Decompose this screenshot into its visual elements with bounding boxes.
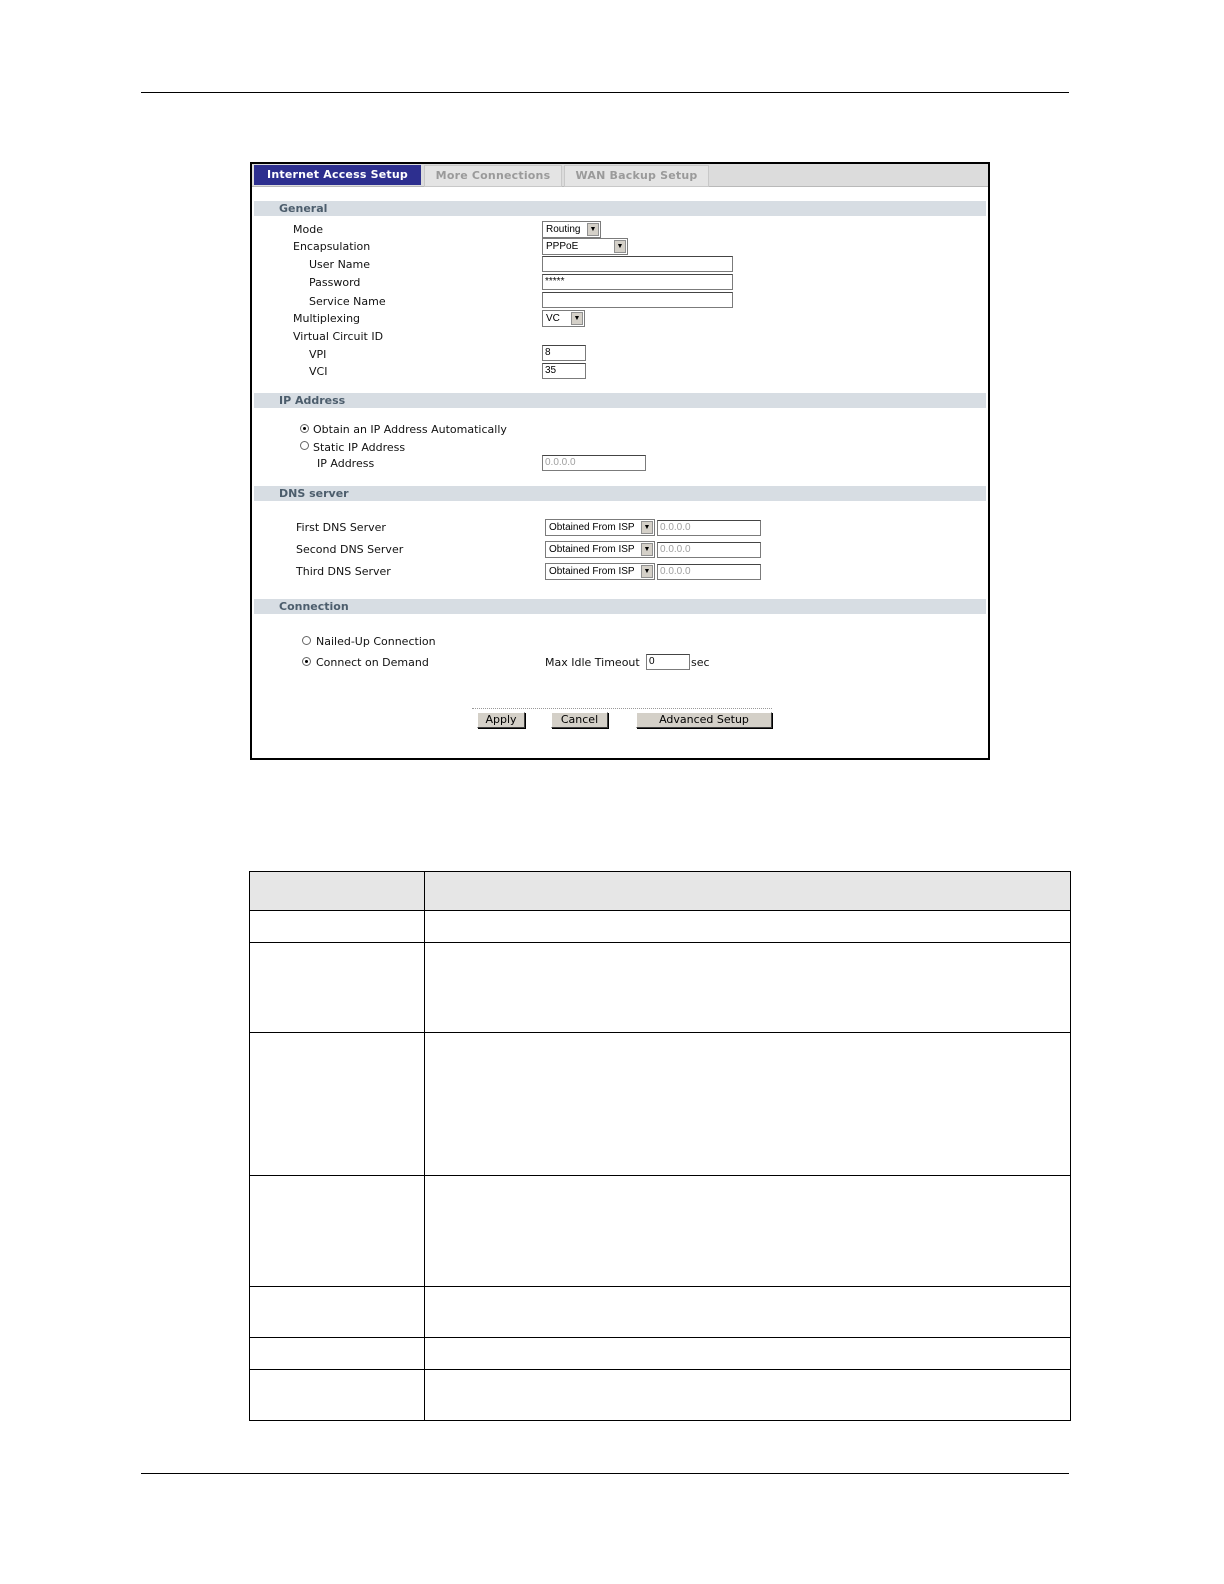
cancel-button[interactable]: Cancel — [551, 712, 608, 728]
section-ip-address: IP Address — [254, 393, 986, 408]
second-dns-input[interactable]: 0.0.0.0 — [657, 542, 761, 558]
table-row — [250, 1338, 1071, 1370]
mode-value: Routing — [546, 224, 581, 235]
table-cell — [425, 1287, 1071, 1338]
table-cell — [425, 911, 1071, 943]
third-dns-label: Third DNS Server — [296, 565, 391, 578]
field-description-table — [249, 871, 1071, 1421]
table-row — [250, 911, 1071, 943]
max-idle-timeout-label: Max Idle Timeout — [545, 656, 640, 669]
divider — [472, 708, 772, 709]
table-cell — [425, 1370, 1071, 1421]
advanced-setup-button[interactable]: Advanced Setup — [636, 712, 772, 728]
nailed-up-radio[interactable] — [302, 636, 311, 645]
password-label: Password — [309, 276, 361, 289]
vpi-input[interactable]: 8 — [542, 345, 586, 361]
vci-label: VCI — [309, 365, 328, 378]
max-idle-timeout-input[interactable]: 0 — [646, 654, 690, 670]
encapsulation-select[interactable] — [542, 238, 628, 255]
chevron-down-icon: ▼ — [641, 521, 653, 534]
third-dns-input[interactable]: 0.0.0.0 — [657, 564, 761, 580]
table-cell — [425, 1033, 1071, 1176]
table-cell — [250, 943, 425, 1033]
table-row — [250, 1176, 1071, 1287]
obtain-ip-label: Obtain an IP Address Automatically — [313, 423, 507, 436]
vcid-label: Virtual Circuit ID — [293, 330, 384, 343]
tab-internet-access-setup[interactable]: Internet Access Setup — [254, 165, 421, 185]
service-name-input[interactable] — [542, 292, 733, 308]
chevron-down-icon: ▼ — [571, 312, 583, 325]
username-input[interactable] — [542, 256, 733, 272]
table-cell — [425, 943, 1071, 1033]
tab-bar — [252, 164, 988, 187]
chevron-down-icon: ▼ — [641, 543, 653, 556]
ip-address-label: IP Address — [317, 457, 375, 470]
encapsulation-value: PPPoE — [546, 241, 579, 252]
obtain-ip-radio[interactable] — [300, 424, 309, 433]
second-dns-mode-value: Obtained From ISP — [549, 544, 635, 555]
second-dns-label: Second DNS Server — [296, 543, 404, 556]
section-dns-server: DNS server — [254, 486, 986, 501]
table-cell — [250, 1176, 425, 1287]
nailed-up-label: Nailed-Up Connection — [316, 635, 436, 648]
table-row — [250, 1370, 1071, 1421]
timeout-unit-label: sec — [691, 656, 710, 669]
chevron-down-icon: ▼ — [641, 565, 653, 578]
table-row — [250, 1287, 1071, 1338]
chevron-down-icon: ▼ — [614, 240, 626, 253]
third-dns-mode-select[interactable] — [545, 563, 655, 580]
third-dns-mode-value: Obtained From ISP — [549, 566, 635, 577]
table-cell — [250, 1370, 425, 1421]
first-dns-mode-select[interactable] — [545, 519, 655, 536]
footer-rule — [141, 1473, 1069, 1474]
mode-label: Mode — [293, 223, 323, 236]
service-name-label: Service Name — [309, 295, 386, 308]
chevron-down-icon: ▼ — [587, 223, 599, 236]
table-header-row — [250, 872, 1071, 911]
table-header-cell — [425, 872, 1071, 911]
multiplexing-label: Multiplexing — [293, 312, 361, 325]
first-dns-input[interactable]: 0.0.0.0 — [657, 520, 761, 536]
table-cell — [425, 1338, 1071, 1370]
connect-on-demand-label: Connect on Demand — [316, 656, 429, 669]
first-dns-mode-value: Obtained From ISP — [549, 522, 635, 533]
table-cell — [250, 1033, 425, 1176]
tab-wan-backup-setup[interactable]: WAN Backup Setup — [564, 165, 709, 187]
multiplexing-select[interactable] — [542, 310, 585, 327]
tab-more-connections[interactable]: More Connections — [424, 165, 562, 187]
header-rule — [141, 92, 1069, 93]
static-ip-radio[interactable] — [300, 441, 309, 450]
section-connection: Connection — [254, 599, 986, 614]
internet-access-setup-screenshot — [250, 162, 990, 760]
table-cell — [250, 1338, 425, 1370]
table-cell — [250, 911, 425, 943]
second-dns-mode-select[interactable] — [545, 541, 655, 558]
first-dns-label: First DNS Server — [296, 521, 386, 534]
table-row — [250, 943, 1071, 1033]
multiplexing-value: VC — [546, 313, 560, 324]
table-cell — [425, 1176, 1071, 1287]
username-label: User Name — [309, 258, 371, 271]
table-header-cell — [250, 872, 425, 911]
section-general: General — [254, 201, 986, 216]
encapsulation-label: Encapsulation — [293, 240, 371, 253]
connect-on-demand-radio[interactable] — [302, 657, 311, 666]
apply-button[interactable]: Apply — [477, 712, 525, 728]
password-input[interactable]: ***** — [542, 274, 733, 290]
static-ip-label: Static IP Address — [313, 441, 406, 454]
ip-address-input[interactable]: 0.0.0.0 — [542, 455, 646, 471]
mode-select[interactable] — [542, 221, 601, 238]
vci-input[interactable]: 35 — [542, 363, 586, 379]
table-cell — [250, 1287, 425, 1338]
table-row — [250, 1033, 1071, 1176]
vpi-label: VPI — [309, 348, 327, 361]
